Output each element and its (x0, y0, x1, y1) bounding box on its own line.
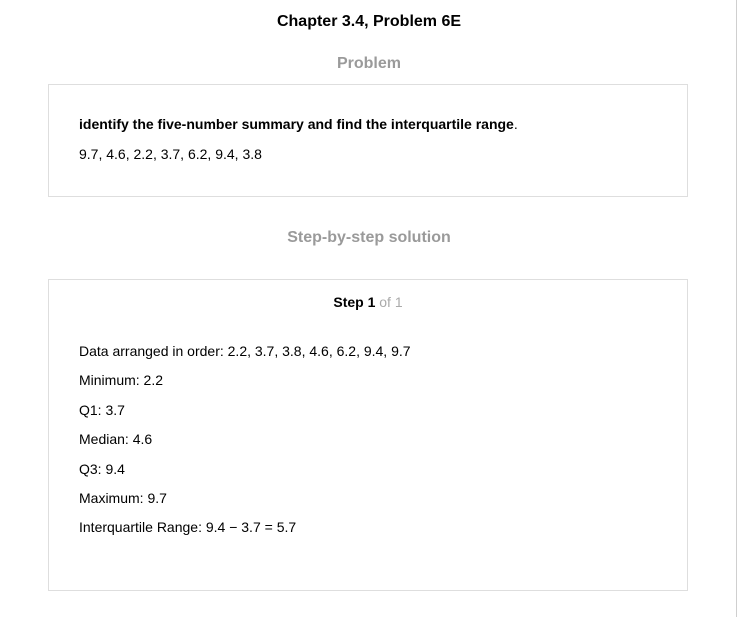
solution-card (48, 279, 688, 591)
problem-prompt-period: . (513, 116, 518, 132)
q1-line: Q1: 3.7 (79, 402, 125, 418)
problem-card (48, 84, 688, 197)
problem-heading: Problem (336, 55, 401, 72)
maximum-line: Maximum: 9.7 (79, 490, 167, 506)
step-header (49, 293, 687, 311)
q3-line: Q3: 9.4 (79, 461, 125, 477)
iqr-line: Interquartile Range: 9.4 − 3.7 = 5.7 (79, 519, 297, 535)
page-edge-divider (736, 0, 737, 617)
step-count: of 1 (375, 294, 403, 310)
step-label: Step 1 (333, 294, 376, 310)
problem-prompt-text: identify the five-number summary and find the interquartile range (79, 116, 514, 132)
page-title: Chapter 3.4, Problem 6E (276, 13, 462, 30)
sorted-data-line: Data arranged in order: 2.2, 3.7, 3.8, 4.6, 6.2, 9.4, 9.7 (79, 343, 411, 359)
solution-heading: Step-by-step solution (287, 229, 451, 246)
minimum-line: Minimum: 2.2 (79, 372, 164, 388)
median-line: Median: 4.6 (79, 431, 153, 447)
problem-data: 9.7, 4.6, 2.2, 3.7, 6.2, 9.4, 3.8 (79, 146, 262, 162)
problem-prompt (79, 115, 518, 133)
